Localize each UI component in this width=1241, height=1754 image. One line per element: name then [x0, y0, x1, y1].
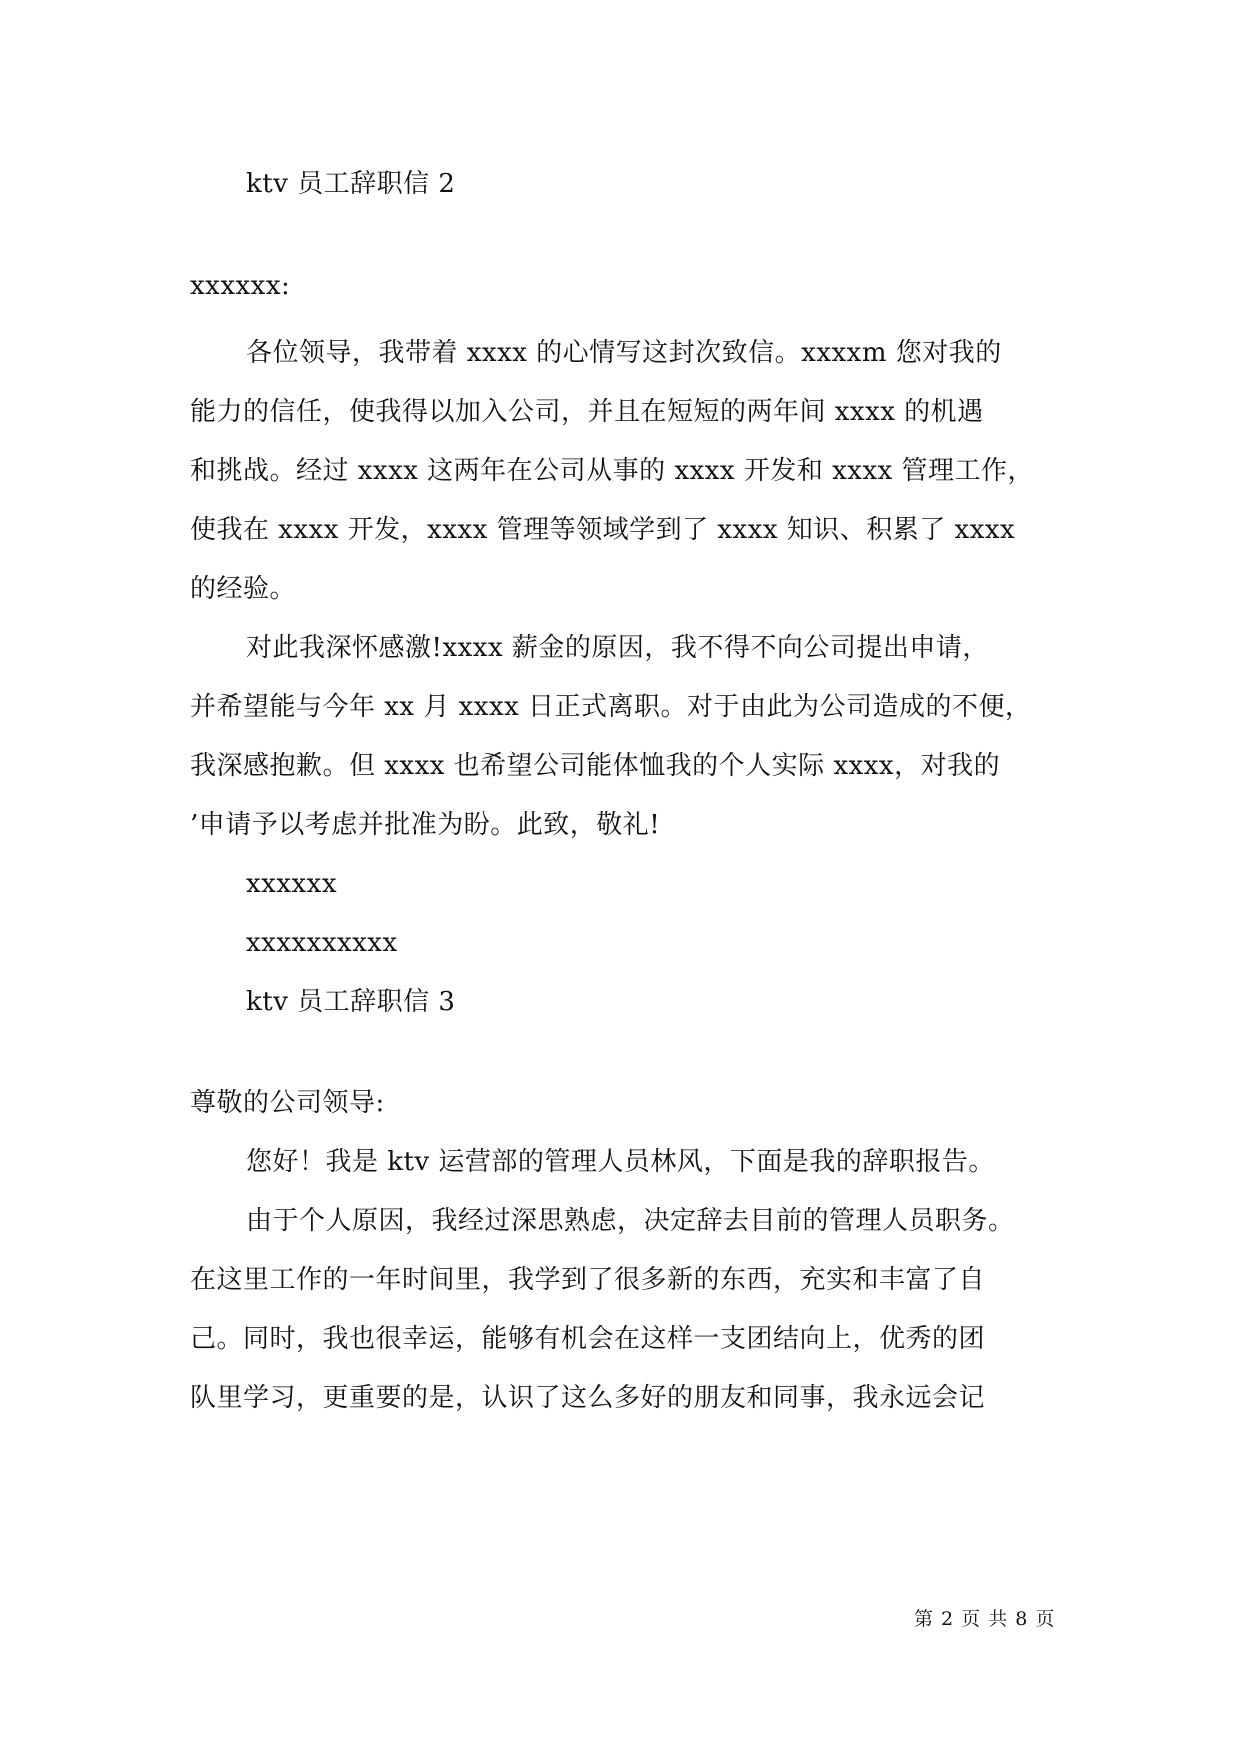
- body-line: 您好！我是 ktv 运营部的管理人员林风，下面是我的辞职报告。: [246, 1147, 995, 1177]
- date-line: xxxxxxxxxx: [246, 928, 398, 958]
- body-line: 队里学习，更重要的是，认识了这么多好的朋友和同事，我永远会记: [190, 1383, 986, 1413]
- heading-letter-3: ktv 员工辞职信 3: [246, 987, 456, 1017]
- page-number-footer: 第 2 页 共 8 页: [914, 1608, 1056, 1630]
- body-line: 各位领导，我带着 xxxx 的心情写这封次致信。xxxxm 您对我的: [246, 338, 1002, 368]
- body-line: 和挑战。经过 xxxx 这两年在公司从事的 xxxx 开发和 xxxx 管理工作，: [190, 456, 1035, 486]
- body-line: 我深感抱歉。但 xxxx 也希望公司能体恤我的个人实际 xxxx，对我的: [190, 751, 1001, 781]
- salutation-line: xxxxxx:: [190, 271, 291, 301]
- salutation-line: 尊敬的公司领导:: [190, 1088, 385, 1118]
- body-line: 使我在 xxxx 开发，xxxx 管理等领域学到了 xxxx 知识、积累了 xxxx: [190, 515, 1016, 545]
- body-line: 的经验。: [190, 574, 297, 604]
- body-line: 己。同时，我也很幸运，能够有机会在这样一支团结向上，优秀的团: [190, 1324, 986, 1354]
- signature-line: xxxxxx: [246, 869, 337, 899]
- body-line: 能力的信任，使我得以加入公司，并且在短短的两年间 xxxx 的机遇: [190, 397, 984, 427]
- body-line: ’申请予以考虑并批准为盼。此致，敬礼!: [190, 810, 661, 840]
- heading-letter-2: ktv 员工辞职信 2: [246, 169, 456, 199]
- body-line: 对此我深怀感激!xxxx 薪金的原因，我不得不向公司提出申请，: [246, 633, 989, 663]
- body-line: 由于个人原因，我经过深思熟虑，决定辞去目前的管理人员职务。: [246, 1206, 1015, 1236]
- body-line: 并希望能与今年 xx 月 xxxx 日正式离职。对于由此为公司造成的不便，: [190, 692, 1032, 722]
- body-line: 在这里工作的一年时间里，我学到了很多新的东西，充实和丰富了自: [190, 1265, 986, 1295]
